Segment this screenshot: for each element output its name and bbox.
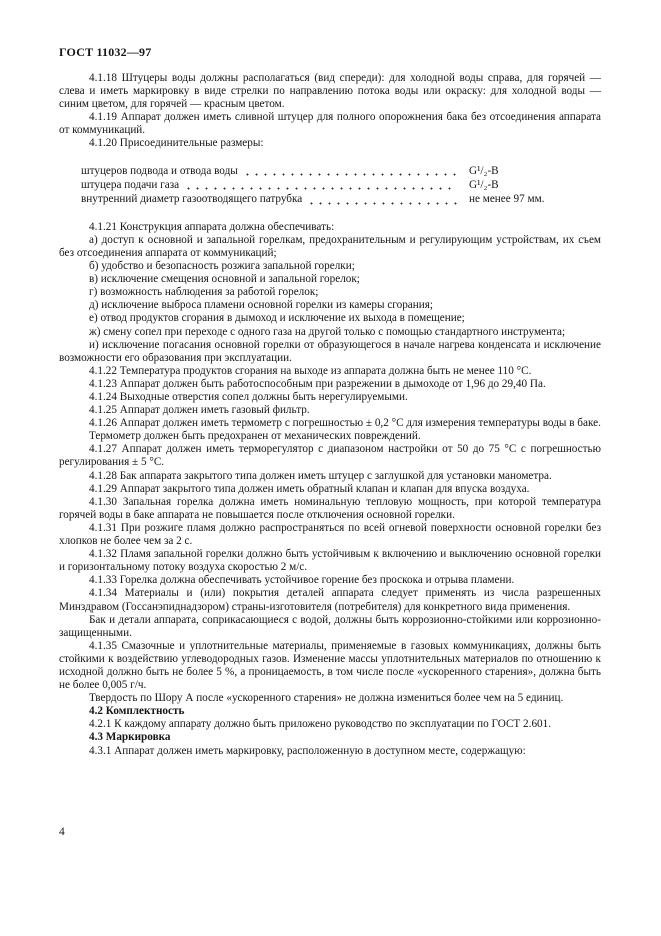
paragraph: ж) смену сопел при переходе с одного газа на другой только с помощью стандартного инструмента; — [89, 325, 566, 338]
spec-label: штуцера подачи газа — [81, 178, 180, 191]
paragraph: 4.1.18 Штуцеры воды должны располагаться (вид спереди): для холодной воды справа, для горячей — слева и иметь маркировку в виде стрелки по направлению потока воды или окраску: для холодной воды — синим цветом, для горячей — красным цветом. — [59, 72, 601, 111]
paragraph: 4.1.23 Аппарат должен быть работоспособным при разрежении в дымоходе от 1,96 до 29,40 Па. — [89, 377, 546, 390]
paragraph: 4.1.27 Аппарат должен иметь терморегулятор с диапазоном настройки от 50 до 75 °С с погрешностью регулирования ± 5 °С. — [59, 443, 601, 469]
spec-label: внутренний диаметр газоотводящего патрубка — [81, 193, 303, 206]
paragraph: 4.1.24 Выходные отверстия сопел должны быть нерегулируемыми. — [89, 391, 408, 403]
paragraph: 4.1.31 При розжиге пламя должно распространяться по всей огневой поверхности основной горелки без хлопков не более чем за 2 с. — [59, 521, 601, 548]
spec-row — [81, 192, 601, 206]
paragraph: 4.2.1 К каждому аппарату должно быть приложено руководство по эксплуатации по ГОСТ 2.601. — [89, 718, 552, 731]
paragraph: 4.1.22 Температура продуктов сгорания на выходе из аппарата должна быть не менее 110 °С. — [89, 364, 532, 377]
paragraph: 4.1.32 Пламя запальной горелки должно быть устойчивым к включению и выключению основной горелки и горизонтальному потоку воздуха скоростью 2 м/с. — [59, 548, 601, 574]
paragraph: 4.1.34 Материалы и (или) покрытия деталей аппарата следует применять из числа разрешенных Минздравом (Госсанэпиднадзором) страны-изготовителя (потребителя) для конкретного вида применения. — [59, 587, 601, 613]
paragraph: е) отвод продуктов сгорания в дымоход и исключение их выхода в помещение; — [89, 312, 465, 325]
paragraph: б) удобство и безопасность розжига запальной горелки; — [89, 260, 355, 273]
section-heading: 4.2 Комплектность — [89, 705, 185, 718]
paragraph: г) возможность наблюдения за работой горелок; — [89, 286, 319, 299]
paragraph: 4.1.25 Аппарат должен иметь газовый фильтр. — [89, 404, 310, 417]
spec-label: штуцеров подвода и отвода воды — [81, 164, 238, 177]
dot-leader — [307, 195, 457, 205]
paragraph: 4.1.26 Аппарат должен иметь термометр с погрешностью ± 0,2 °С для измерения температуры воды в баке. — [89, 417, 601, 430]
spec-value: не менее 97 мм. — [469, 193, 545, 206]
paragraph: 4.1.33 Горелка должна обеспечивать устойчивое горение без проскока и отрыва пламени. — [89, 574, 515, 587]
document-header: ГОСТ 11032—97 — [59, 45, 152, 59]
paragraph: в) исключение смещения основной и запальной горелок; — [89, 273, 360, 286]
paragraph: д) исключение выброса пламени основной горелки из камеры сгорания; — [89, 299, 433, 312]
paragraph: Бак и детали аппарата, соприкасающиеся с водой, должны быть коррозионно-стойкими или коррозионно-защищенными. — [59, 613, 601, 639]
dot-leader — [243, 166, 457, 176]
document-body — [59, 72, 601, 758]
paragraph: Термометр должен быть предохранен от механических повреждений. — [89, 430, 421, 443]
paragraph: Твердость по Шору А после «ускоренного старения» не должна измениться более чем на 5 единиц. — [89, 692, 564, 705]
paragraph: 4.1.30 Запальная горелка должна иметь номинальную тепловую мощность, при которой температура горячей воды в баке аппарата не повышается после отключения основной горелки. — [59, 495, 601, 521]
dot-leader — [184, 180, 457, 190]
page-number: 4 — [59, 826, 65, 838]
paragraph: и) исключение погасания основной горелки от образующегося в начале нагрева конденсата и исключение возможности его образования при эксплуатации. — [59, 338, 601, 364]
spec-row — [81, 178, 601, 192]
spec-list — [59, 164, 601, 207]
paragraph: а) доступ к основной и запальной горелкам, предохранительным и регулирующим устройствам, их съем без отсоединения аппарата от коммуникаций; — [59, 233, 601, 259]
paragraph: 4.1.21 Конструкция аппарата должна обеспечивать: — [89, 220, 335, 233]
paragraph: 4.1.35 Смазочные и уплотнительные материалы, применяемые в газовых коммуникациях, должны быть стойкими к воздействию углеводородных газов. Изменение массы уплотнительных материалов по отношению к исходной должно быть не более 5 %, а проницаемость, в том числе после «ускоренного старения», должна быть не более 0,005 г/ч. — [59, 639, 601, 692]
section-heading: 4.3 Маркировка — [89, 731, 171, 744]
paragraph: 4.1.28 Бак аппарата закрытого типа должен иметь штуцер с заглушкой для установки манометра. — [89, 469, 552, 482]
paragraph: 4.1.20 Присоединительные размеры: — [89, 137, 264, 150]
spec-value: G¹/₂-В — [469, 178, 499, 191]
paragraph: 4.3.1 Аппарат должен иметь маркировку, расположенную в доступном месте, содержащую: — [89, 744, 526, 757]
spec-value: G¹/₂-В — [469, 164, 499, 177]
paragraph: 4.1.19 Аппарат должен иметь сливной штуцер для полного опорожнения бака без отсоединения аппарата от коммуникаций. — [59, 111, 601, 137]
spec-row — [81, 164, 601, 178]
paragraph: 4.1.29 Аппарат закрытого типа должен иметь обратный клапан и клапан для впуска воздуха. — [89, 482, 530, 495]
